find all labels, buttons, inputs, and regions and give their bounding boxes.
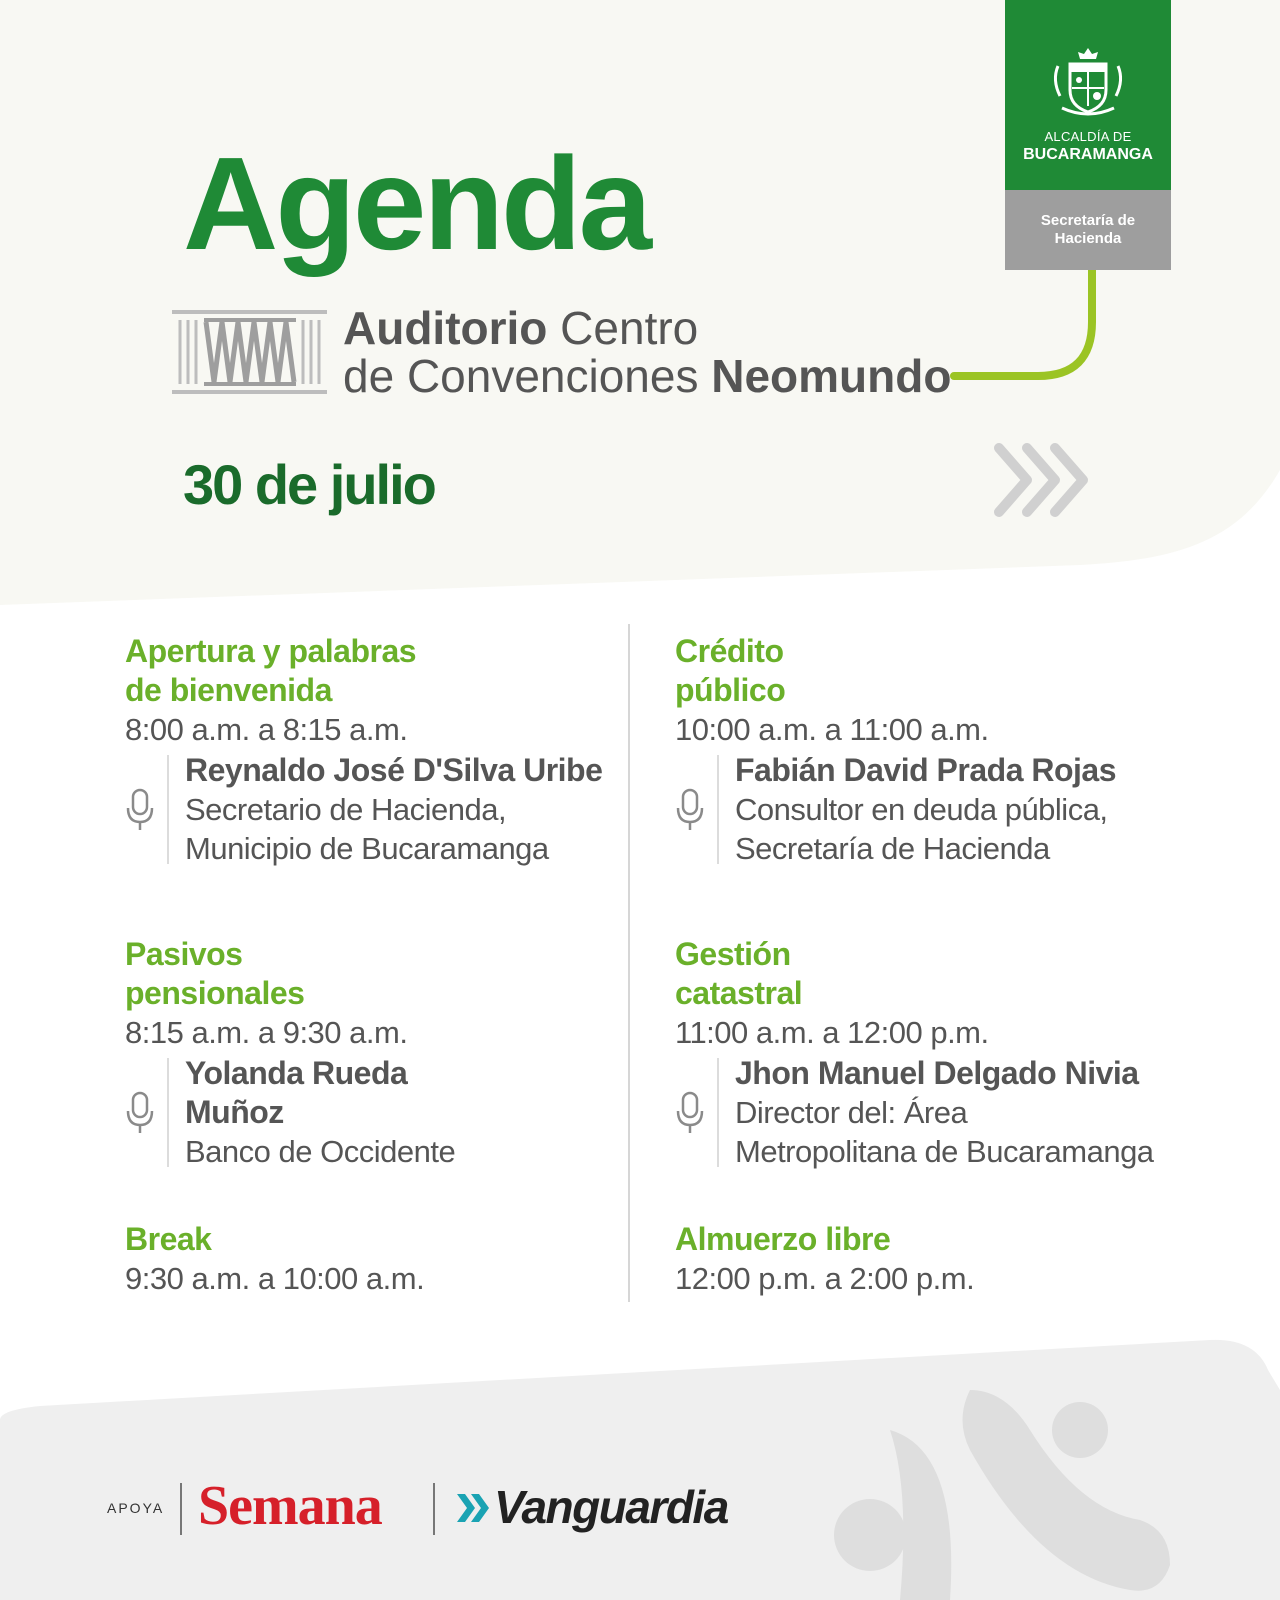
speaker-name: Yolanda Rueda <box>185 1055 408 1091</box>
item-time: 11:00 a.m. a 12:00 p.m. <box>675 1015 989 1050</box>
support-label: APOYA <box>107 1500 165 1516</box>
decorative-shapes <box>830 1390 1250 1600</box>
footer-separator <box>433 1483 435 1535</box>
event-date: 30 de julio <box>183 453 435 516</box>
speaker-block <box>125 751 625 868</box>
item-title-line2: público <box>675 672 786 708</box>
item-time: 10:00 a.m. a 11:00 a.m. <box>675 712 989 747</box>
item-time: 9:30 a.m. a 10:00 a.m. <box>125 1261 425 1296</box>
item-title-line2: de bienvenida <box>125 672 332 708</box>
speaker-divider <box>717 755 719 864</box>
speaker-role: Banco de Occidente <box>185 1134 456 1169</box>
agenda-item-apertura <box>125 632 625 868</box>
item-title: Gestión <box>675 936 791 972</box>
item-title: Apertura y palabras <box>125 633 417 669</box>
venue-line2: de Convenciones <box>343 350 712 402</box>
agenda-item-credito <box>675 632 1235 868</box>
vanguardia-chevron-icon <box>455 1490 495 1526</box>
column-divider <box>628 624 630 1302</box>
speaker-name: Fabián David Prada Rojas <box>735 752 1117 788</box>
speaker-name-line2: Muñoz <box>185 1094 284 1130</box>
speaker-role: Director del: Área <box>735 1095 968 1130</box>
alcaldia-logo <box>1005 0 1171 190</box>
logo-line2: BUCARAMANGA <box>1023 146 1153 163</box>
speaker-divider <box>167 1058 169 1167</box>
item-time: 8:00 a.m. a 8:15 a.m. <box>125 712 408 747</box>
vanguardia-logo: Vanguardia <box>494 1481 728 1533</box>
agenda-item-pasivos <box>125 935 625 1171</box>
secretaria-line1: Secretaría de <box>1040 212 1136 229</box>
item-title: Almuerzo libre <box>675 1221 891 1257</box>
speaker-block <box>675 751 1235 868</box>
item-time: 12:00 p.m. a 2:00 p.m. <box>675 1261 975 1296</box>
venue-name <box>343 304 951 400</box>
secretaria-label <box>1005 190 1171 270</box>
secretaria-line2: Hacienda <box>1054 230 1122 247</box>
microphone-icon <box>675 1091 705 1135</box>
item-title: Pasivos <box>125 936 243 972</box>
venue-line2-bold: Neomundo <box>711 350 952 402</box>
speaker-divider <box>717 1058 719 1167</box>
agenda-item-gestion <box>675 935 1235 1171</box>
agenda-item-break <box>125 1220 625 1298</box>
speaker-block <box>675 1054 1235 1171</box>
speaker-name: Reynaldo José D'Silva Uribe <box>185 752 603 788</box>
item-time: 8:15 a.m. a 9:30 a.m. <box>125 1015 408 1050</box>
logo-line1: ALCALDÍA DE <box>1044 129 1132 144</box>
speaker-role-line2: Secretaría de Hacienda <box>735 831 1050 866</box>
speaker-block <box>125 1054 625 1171</box>
item-title-line2: catastral <box>675 975 803 1011</box>
coat-of-arms-icon <box>1048 44 1128 124</box>
venue-line1-rest: Centro <box>547 302 699 354</box>
page-title: Agenda <box>183 130 650 277</box>
speaker-name: Jhon Manuel Delgado Nivia <box>735 1055 1139 1091</box>
venue-bold: Auditorio <box>343 302 548 354</box>
item-title-line2: pensionales <box>125 975 305 1011</box>
triple-chevron-icon <box>993 440 1093 520</box>
agenda-item-almuerzo <box>675 1220 1235 1298</box>
item-title: Break <box>125 1221 212 1257</box>
speaker-role: Secretario de Hacienda, <box>185 792 507 827</box>
microphone-icon <box>125 1091 155 1135</box>
connector-line <box>950 270 1100 390</box>
speaker-role-line2: Municipio de Bucaramanga <box>185 831 549 866</box>
item-title: Crédito <box>675 633 784 669</box>
semana-logo: Semana <box>198 1475 382 1537</box>
speaker-role: Consultor en deuda pública, <box>735 792 1108 827</box>
speaker-role-line2: Metropolitana de Bucaramanga <box>735 1134 1154 1169</box>
microphone-icon <box>125 788 155 832</box>
footer-separator <box>180 1483 182 1535</box>
speaker-divider <box>167 755 169 864</box>
microphone-icon <box>675 788 705 832</box>
auditorium-icon <box>172 310 327 394</box>
